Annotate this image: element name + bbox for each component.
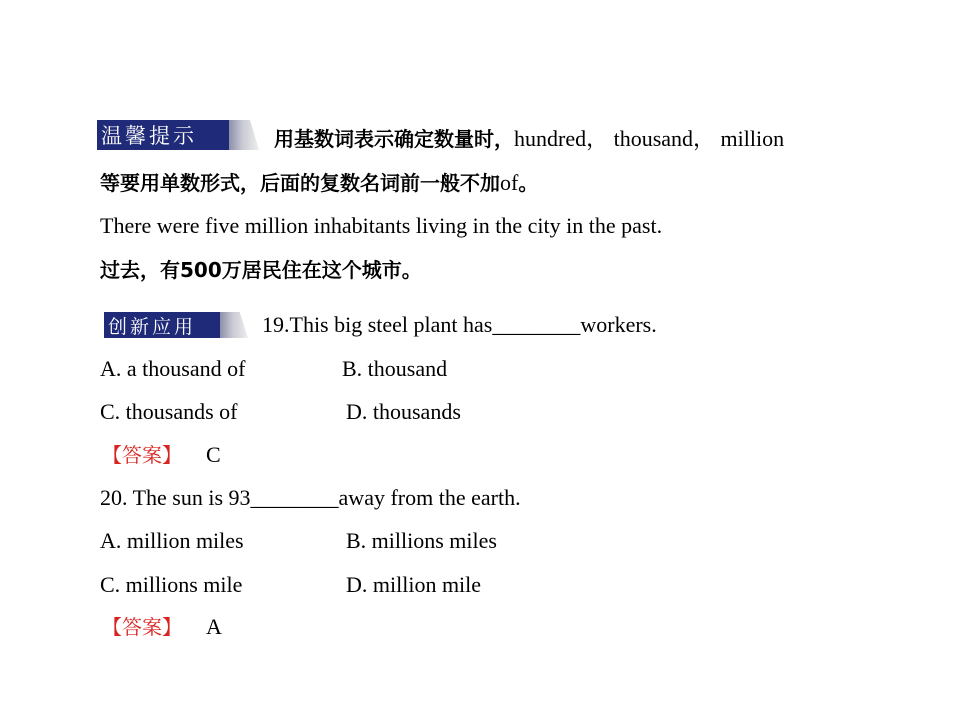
tip-line-2-en: of — [500, 170, 519, 195]
tip-line-1-cjk: 用基数词表示确定数量时， — [274, 127, 514, 151]
q20-option-b: B. millions miles — [346, 528, 497, 553]
tip-label — [97, 120, 263, 150]
q20-stem: 20. The sun is 93________away from the earth. — [100, 485, 521, 510]
q20-option-d: D. million mile — [346, 572, 482, 597]
q19-option-a: A. a thousand of — [100, 356, 246, 381]
q20-option-a: A. million miles — [100, 528, 244, 553]
q20-answer-value: A — [206, 614, 222, 639]
example-translation — [100, 257, 422, 283]
tip-line-2 — [100, 170, 538, 196]
q19-stem: 19.This big steel plant has________workers. — [262, 312, 657, 337]
q19-answer — [102, 442, 221, 468]
tip-line-1 — [274, 126, 784, 152]
example-cjk-a: 过去，有 — [100, 258, 180, 282]
example-cjk-b: 万居民住在这个城市。 — [221, 258, 422, 282]
practice-label-text: 创新应用 — [108, 315, 197, 338]
q19-answer-value: C — [206, 442, 221, 467]
example-number: 500 — [180, 258, 222, 282]
q19-answer-tag: 【答案】 — [102, 443, 182, 467]
q19-option-d: D. thousands — [346, 399, 461, 424]
tip-line-1-en: hundred， thousand， million — [514, 126, 785, 151]
q19-option-b: B. thousand — [342, 356, 448, 381]
tip-line-2-cjk-b: 。 — [518, 171, 539, 195]
tip-line-2-cjk-a: 等要用单数形式，后面的复数名词前一般不加 — [100, 171, 500, 195]
example-english: There were five million inhabitants living in the city in the past. — [100, 213, 663, 238]
q20-option-c: C. millions mile — [100, 572, 243, 597]
q20-answer-tag: 【答案】 — [102, 615, 182, 639]
tip-label-text: 温馨提示 — [101, 124, 197, 148]
q20-answer — [102, 614, 222, 640]
q19-option-c: C. thousands of — [100, 399, 238, 424]
practice-label — [104, 312, 250, 338]
